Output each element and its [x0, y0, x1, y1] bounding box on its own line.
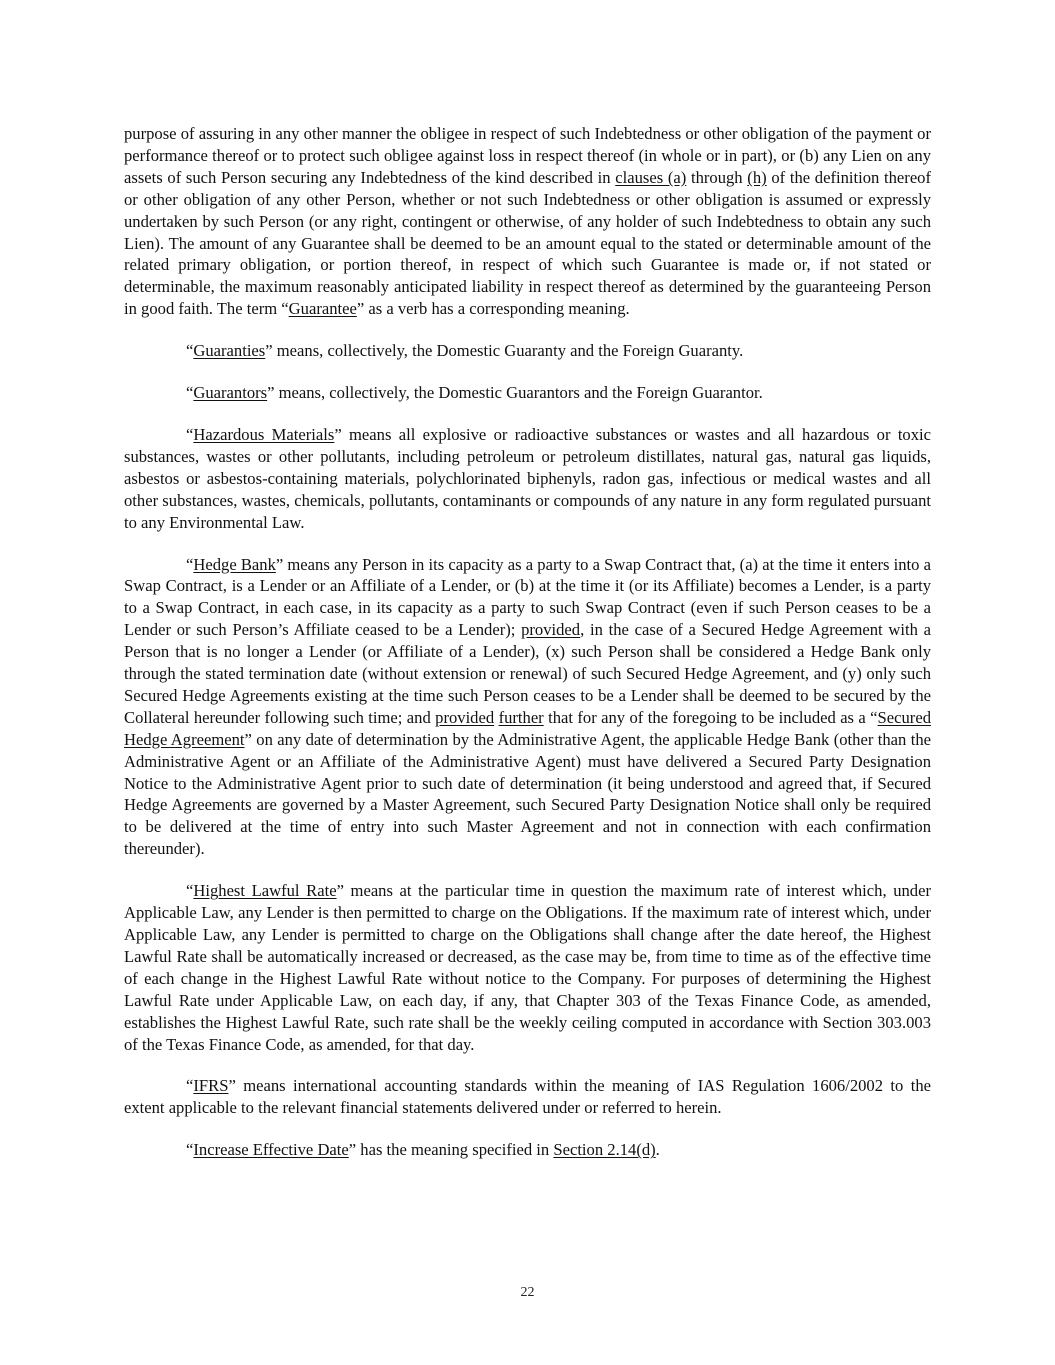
definition-text: ” on any date of determination by the Administrative Agent, the applicable Hedge Bank (other than the Administrative Agent or an Affiliate of the Administrative Agent) must have delivered a Secured Party Designation Notice to the Administrative Agent prior to such date of determination (it being understood and agreed that, if Secured Hedge Agreements are governed by a Master Agreement, such Secured Party Designation Notice shall only be required to be delivered at the time of entry into such Master Agreement and not in connection with each confirmation thereunder).	[124, 729, 931, 859]
definition-text: ” means at the particular time in question the maximum rate of interest which, under Applicable Law, any Lender is then permitted to charge on the Obligations. If the maximum rate of interest which, under Applicable Law, any Lender is permitted to charge on the Obligations shall change after the date hereof, the Highest Lawful Rate shall be automatically increased or decreased, as the case may be, from time to time as of the effective time of each change in the Highest Lawful Rate without notice to the Company. For purposes of determining the Highest Lawful Rate under Applicable Law, on each day, if any, that Chapter 303 of the Texas Finance Code, as amended, establishes the Highest Lawful Rate, such rate shall be the weekly ceiling computed in accordance with Section 303.003 of the Texas Finance Code, as amended, for that day.	[124, 881, 931, 1054]
defined-term: Guaranties	[193, 341, 266, 361]
proviso-term: further	[498, 707, 544, 727]
definition-text: ” means, collectively, the Domestic Guarantors and the Foreign Guarantor.	[267, 383, 763, 403]
quote-mark: “	[186, 881, 194, 901]
definition-text: ” means any Person in its capacity as a party to a Swap Contract that, (a) at the time it enters into a Swap Contract, is a Lender or an Affiliate of a Lender, or (b) at the time it (or its Affiliate) becomes a Lender, is a party to a Swap Contract, in each case, in its capacity as a party to such Swap Contract (even if such Person ceases to be a Lender or such Person’s Affiliate ceased to be a Lender);	[124, 554, 931, 640]
definition-text: ” means all explosive or radioactive substances or wastes and all hazardous or toxic substances, wastes or other pollutants, including petroleum or petroleum distillates, natural gas, natural gas liquids, asbestos or asbestos-containing materials, polychlorinated biphenyls, radon gas, infectious or medical wastes and all other substances, wastes, chemicals, pollutants, contaminants or compounds of any nature in any form regulated pursuant to any Environmental Law.	[124, 424, 931, 532]
text-run: of the definition thereof or other obligation of any other Person, whether or not such Indebtedness or other obligation is assumed or expressly undertaken by such Person (or any right, contingent or otherwise, of any holder of such Indebtedness to obtain any such Lien). The amount of any Guarantee shall be deemed to be an amount equal to the stated or determinable amount of the related primary obligation, or portion thereof, in respect of which such Guarantee is made or, if not stated or determinable, the maximum reasonably anticipated liability in respect thereof as determined by the guaranteeing Person in good faith. The term “	[124, 167, 932, 319]
definition-guarantors	[124, 382, 931, 404]
section-reference: Section 2.14(d)	[553, 1140, 656, 1160]
definition-text: ” means, collectively, the Domestic Guaranty and the Foreign Guaranty.	[265, 341, 744, 361]
quote-mark: “	[186, 424, 194, 444]
text-run: .	[655, 1140, 660, 1160]
defined-term: Highest Lawful Rate	[193, 881, 337, 901]
definition-text: ” means international accounting standards within the meaning of IAS Regulation 1606/2002 to the extent applicable to the relevant financial statements delivered under or referred to herein.	[124, 1076, 931, 1118]
clause-reference-a: clauses (a)	[615, 167, 687, 187]
defined-term: Guarantors	[193, 383, 268, 403]
text-run: ” as a verb has a corresponding meaning.	[356, 299, 630, 319]
definition-highest-lawful-rate	[124, 880, 931, 1055]
definition-text: , in the case of a Secured Hedge Agreement with a Person that is no longer a Lender (or Affiliate of a Lender), (x) such Person shall be considered a Hedge Bank only through the stated termination date (without extension or renewal) of such Secured Hedge Agreement, and (y) only such Secured Hedge Agreements existing at the time such Person ceases to be a Lender shall be deemed to be secured by the Collateral hereunder following such time; and	[124, 620, 931, 727]
clause-reference-h: (h)	[747, 167, 767, 187]
defined-term: Hedge Bank	[193, 554, 276, 574]
text-run: through	[686, 167, 748, 187]
defined-term: Guarantee	[288, 299, 357, 319]
defined-term: Hazardous Materials	[193, 424, 335, 444]
quote-mark: “	[186, 383, 194, 403]
definition-text: that for any of the foregoing to be included as a “	[543, 707, 878, 727]
definition-text: ” has the meaning specified in	[348, 1140, 554, 1160]
definition-increase-effective-date	[124, 1139, 931, 1161]
text-run: purpose of assuring in any other manner the obligee in respect of such Indebtedness or other obligation of the payment or performance thereof or to protect such obligee against loss in respect thereof (in whole or in part), or (b) any Lien on any assets of such Person securing any Indebtedness of the kind described in	[124, 124, 931, 187]
quote-mark: “	[186, 1076, 194, 1096]
defined-term: IFRS	[193, 1076, 229, 1096]
definition-ifrs	[124, 1075, 931, 1119]
quote-mark: “	[186, 341, 194, 361]
definition-hedge-bank	[124, 554, 931, 861]
defined-term: Increase Effective Date	[193, 1140, 349, 1160]
quote-mark: “	[186, 554, 194, 574]
proviso-term: provided	[435, 707, 495, 727]
definition-guaranties	[124, 340, 931, 362]
defined-term: Secured Hedge Agreement	[124, 707, 931, 749]
page-number: 22	[520, 1285, 535, 1300]
guarantee-definition-continuation	[124, 123, 931, 320]
quote-mark: “	[186, 1140, 194, 1160]
document-page	[124, 123, 931, 1181]
definition-hazardous-materials	[124, 424, 931, 534]
proviso-term: provided	[521, 620, 581, 640]
